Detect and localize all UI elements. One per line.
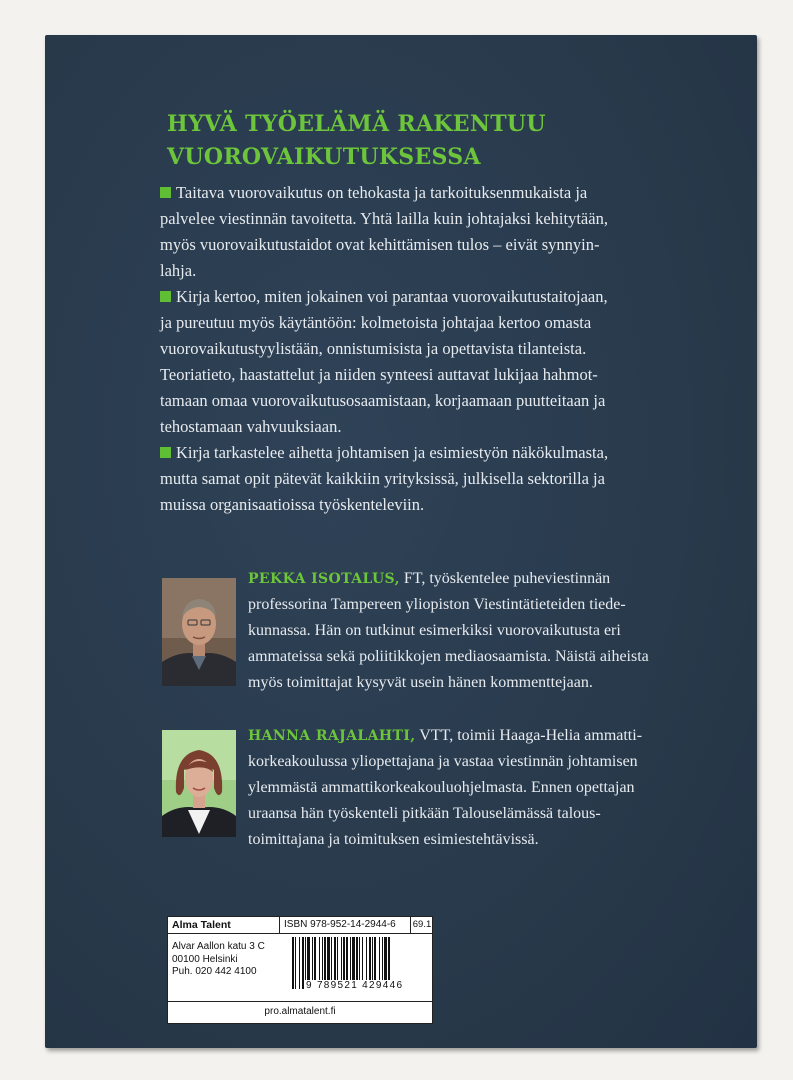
address-line: Alvar Aallon katu 3 C (172, 941, 265, 952)
blurb-line: myös vuorovaikutustaidot ovat kehittämisen tulos – eivät synnyin- (160, 235, 600, 254)
author-name: HANNA RAJALAHTI, (248, 728, 416, 744)
publisher-name: Alma Talent (172, 919, 231, 931)
barcode-bar (295, 937, 296, 989)
category-code: 69.1 (412, 919, 432, 930)
author-bio-line: uraansa hän työskenteli pitkään Talouselämässä talous- (248, 805, 601, 822)
green-square-bullet-icon (160, 447, 171, 458)
author-name: PEKKA ISOTALUS, (248, 571, 400, 587)
author-bio-line: PEKKA ISOTALUS, FT, työskentelee puheviestinnän (248, 570, 611, 587)
headline (167, 108, 607, 174)
publisher-address (172, 941, 265, 979)
barcode-number: 9 789521 429446 (306, 980, 404, 991)
barcode-bar (292, 937, 294, 989)
author-bio-line: HANNA RAJALAHTI, VTT, toimii Haaga-Helia ammatti- (248, 727, 643, 744)
address-line: Puh. 020 442 4100 (172, 966, 257, 977)
blurb-line: Taitava vuorovaikutus on tehokasta ja tarkoituksenmukaista ja (160, 180, 680, 206)
blurb-line: Teoriatieto, haastattelut ja niiden synteesi auttavat lukijaa hahmot- (160, 365, 598, 384)
author-bio-line: ammateissa sekä poliitikkojen mediaosaamista. Näistä aiheista (248, 648, 649, 665)
blurb-line: ja pureutuu myös käytäntöön: kolmetoista johtajaa kertoo omasta (160, 313, 592, 332)
author-photo-hanna (162, 730, 236, 837)
author-bio-line: myös toimittajat kysyvät usein hänen kommenttejaan. (248, 674, 593, 691)
blurb-line: palvelee viestinnän tavoitetta. Yhtä lailla kuin johtajaksi kehitytään, (160, 209, 608, 228)
blurb-line: Kirja kertoo, miten jokainen voi parantaa vuorovaikutustaitojaan, (160, 284, 680, 310)
headline-line-1: HYVÄ TYÖELÄMÄ RAKENTUU (167, 111, 546, 137)
author-bio-line: kunnassa. Hän on tutkinut esimerkiksi vuorovaikutusta eri (248, 622, 621, 639)
author-bio-line: ylemmästä ammattikorkeakouluohjelmasta. Ennen opettajan (248, 779, 635, 796)
blurb-line: vuorovaikutustyylistään, onnistumisista ja opettavista tilanteista. (160, 339, 587, 358)
author-bio-line: toimittajana ja toimituksen esimiestehtävissä. (248, 831, 539, 848)
blurb-line: tamaan omaa vuorovaikutusosaamistaan, korjaamaan puutteitaan ja (160, 391, 606, 410)
green-square-bullet-icon (160, 291, 171, 302)
blurb (160, 180, 680, 518)
blurb-line: muissa organisaatioissa työskenteleviin. (160, 495, 425, 514)
author-bio-hanna (248, 723, 698, 853)
author-bio-line: professorina Tampereen yliopiston Viestintätieteiden tiede- (248, 596, 626, 613)
blurb-line: lahja. (160, 261, 197, 280)
address-line: 00100 Helsinki (172, 953, 238, 965)
author-bio-line: korkeakoulussa yliopettajana ja vastaa viestinnän johtamisen (248, 753, 638, 770)
barcode-bar (299, 937, 300, 989)
publisher-barcode-label (167, 916, 433, 1024)
blurb-line: mutta samat opit pätevät kaikkiin yrityksissä, julkisella sektorilla ja (160, 469, 605, 488)
green-square-bullet-icon (160, 187, 171, 198)
blurb-line: Kirja tarkastelee aihetta johtamisen ja esimiestyön näkökulmasta, (160, 440, 680, 466)
label-header-row (168, 917, 432, 934)
publisher-website: pro.almatalent.fi (168, 1001, 432, 1024)
author-photo-pekka (162, 578, 236, 686)
author-bio-pekka (248, 566, 698, 696)
isbn: ISBN 978-952-14-2944-6 (279, 917, 411, 933)
blurb-line: tehostamaan vahvuuksiaan. (160, 417, 342, 436)
headline-line-2: VUOROVAIKUTUKSESSA (167, 144, 481, 170)
